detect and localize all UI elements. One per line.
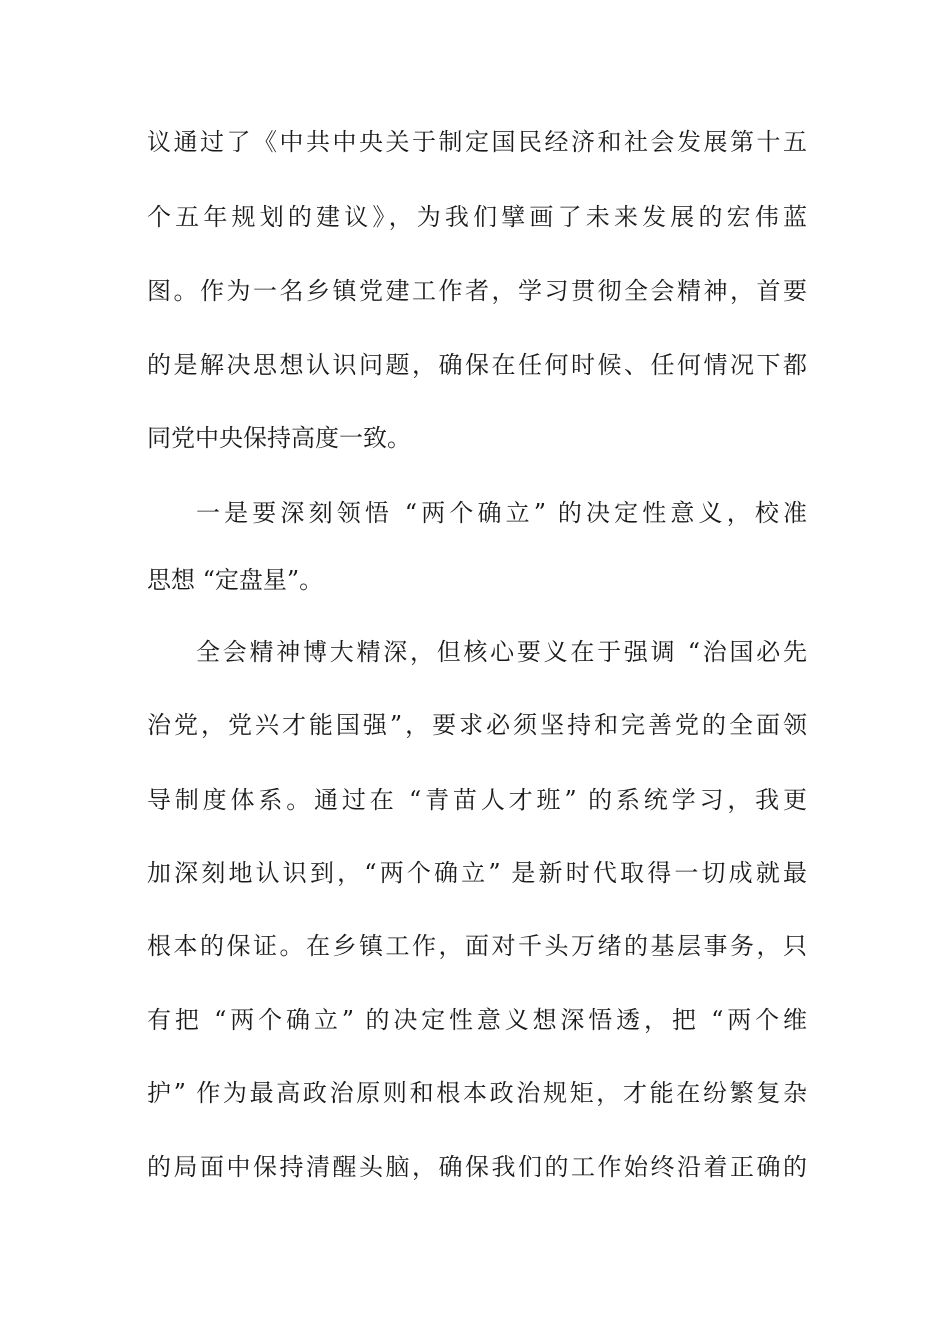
text-line: 的是解决思想认识问题，确保在任何时候、任何情况下都 [147,351,807,379]
text-line: 议通过了《中共中央关于制定国民经济和社会发展第十五 [147,128,807,156]
section-heading-line: 思想 “定盘星”。 [147,566,324,594]
text-line: 导制度体系。通过在 “青苗人才班” 的系统学习，我更 [147,786,807,814]
text-line: 个五年规划的建议》，为我们擘画了未来发展的宏伟蓝 [147,203,807,231]
text-line: 图。作为一名乡镇党建工作者，学习贯彻全会精神，首要 [147,277,807,305]
text-line: 有把 “两个确立” 的决定性意义想深悟透，把 “两个维 [147,1006,807,1034]
text-line: 加深刻地认识到，“两个确立” 是新时代取得一切成就最 [147,859,807,887]
text-line: 治党，党兴才能国强”，要求必须坚持和完善党的全面领 [147,711,807,739]
text-line: 的局面中保持清醒头脑，确保我们的工作始终沿着正确的 [147,1153,807,1181]
text-line: 全会精神博大精深，但核心要义在于强调 “治国必先 [196,638,807,666]
section-heading-line: 一是要深刻领悟 “两个确立” 的决定性意义，校准 [196,499,807,527]
text-line: 护” 作为最高政治原则和根本政治规矩，才能在纷繁复杂 [147,1079,807,1107]
text-line: 根本的保证。在乡镇工作，面对千头万绪的基层事务，只 [147,932,807,960]
text-line: 同党中央保持高度一致。 [147,424,411,452]
